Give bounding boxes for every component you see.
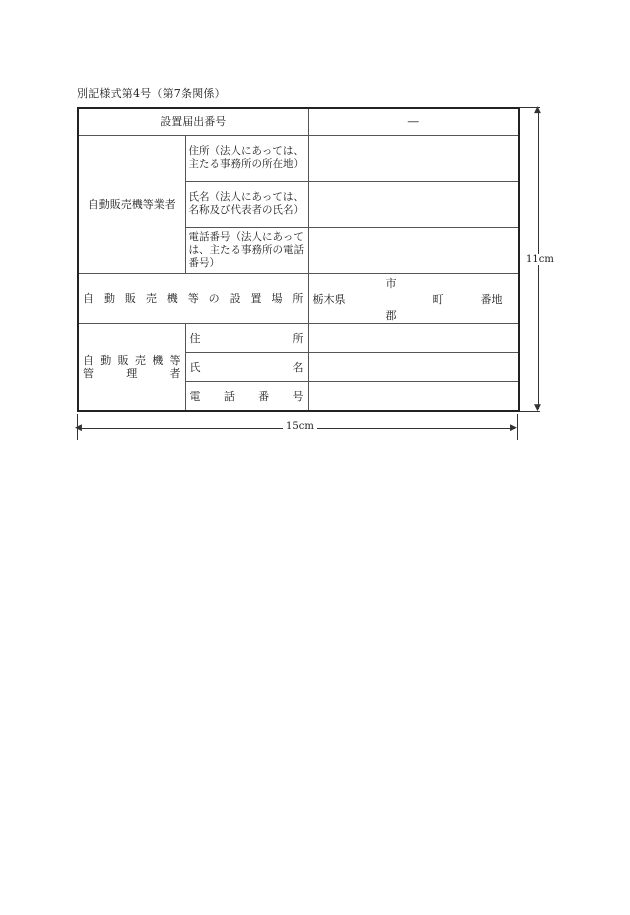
prefecture-label: 栃木県 <box>312 292 346 306</box>
location-label-char: 設 <box>229 292 241 306</box>
arrow-down-icon: ▼ <box>534 403 541 413</box>
manager-group-line2 <box>83 367 181 380</box>
location-label-char: 機 <box>166 292 178 306</box>
manager-phone-label <box>185 382 308 411</box>
location-fields <box>313 275 515 323</box>
operator-name-label: 氏名（法人にあっては、名称及び代表者の氏名） <box>185 181 308 227</box>
location-label-char: 場 <box>271 292 283 306</box>
manager-label-char: 動 <box>100 354 112 368</box>
location-label-char: 動 <box>103 292 115 306</box>
registration-number-label: 設置届出番号 <box>78 108 308 135</box>
manager-address-char: 住 <box>189 331 201 345</box>
manager-address-label <box>185 324 308 353</box>
row-operator-address <box>78 135 519 181</box>
manager-label-char: 自 <box>83 354 94 368</box>
manager-address-char: 所 <box>292 331 304 345</box>
height-dim-label: 11cm <box>523 254 557 265</box>
manager-name-char: 名 <box>292 360 304 374</box>
manager-label-char: 管 <box>83 367 94 381</box>
manager-group-line1 <box>83 354 181 367</box>
width-dim-label: 15cm <box>283 421 317 432</box>
location-label <box>78 274 308 324</box>
arrow-right-icon: ▶ <box>510 423 517 433</box>
manager-group-label <box>78 324 185 411</box>
width-dim-right-tick <box>517 414 518 440</box>
row-location <box>78 274 519 324</box>
location-input[interactable] <box>308 274 519 324</box>
city-label: 市 <box>385 276 397 290</box>
town-label: 町 <box>432 292 444 306</box>
location-label-char: 自 <box>83 292 94 306</box>
manager-phone-char: 番 <box>258 389 270 403</box>
row-manager-address <box>78 324 519 353</box>
district-label: 郡 <box>385 308 397 322</box>
manager-address-input[interactable] <box>308 324 519 353</box>
manager-phone-char: 話 <box>223 389 235 403</box>
operator-address-label: 住所（法人にあっては、主たる事務所の所在地） <box>185 135 308 181</box>
operator-group-label: 自動販売機等業者 <box>78 135 185 273</box>
operator-address-input[interactable] <box>308 135 519 181</box>
manager-label-char: 理 <box>126 367 138 381</box>
operator-phone-input[interactable] <box>308 227 519 273</box>
arrow-up-icon: ▲ <box>534 105 541 115</box>
manager-label-char: 売 <box>134 354 146 368</box>
registration-number-value[interactable]: ― <box>308 108 519 135</box>
location-label-char: 販 <box>124 292 136 306</box>
manager-label-char: 販 <box>117 354 129 368</box>
manager-phone-input[interactable] <box>308 382 519 411</box>
operator-phone-label: 電話番号（法人にあっては、主たる事務所の電話番号） <box>185 227 308 273</box>
manager-phone-char: 電 <box>189 389 201 403</box>
location-label-char: の <box>208 292 220 306</box>
form-reference: 別記様式第4号（第7条関係） <box>77 87 226 100</box>
location-label-char: 売 <box>145 292 157 306</box>
manager-name-input[interactable] <box>308 353 519 382</box>
registration-form-table <box>77 107 520 412</box>
row-registration-number <box>78 108 519 135</box>
lot-label: 番地 <box>480 292 503 306</box>
location-label-char: 置 <box>250 292 262 306</box>
manager-label-char: 者 <box>169 367 181 381</box>
location-label-char: 所 <box>292 292 304 306</box>
arrow-left-icon: ◀ <box>75 423 82 433</box>
manager-name-char: 氏 <box>189 360 201 374</box>
manager-name-label <box>185 353 308 382</box>
operator-name-input[interactable] <box>308 181 519 227</box>
manager-label-char: 機 <box>152 354 164 368</box>
manager-phone-char: 号 <box>292 389 304 403</box>
manager-label-char: 等 <box>169 354 181 368</box>
location-label-char: 等 <box>187 292 199 306</box>
